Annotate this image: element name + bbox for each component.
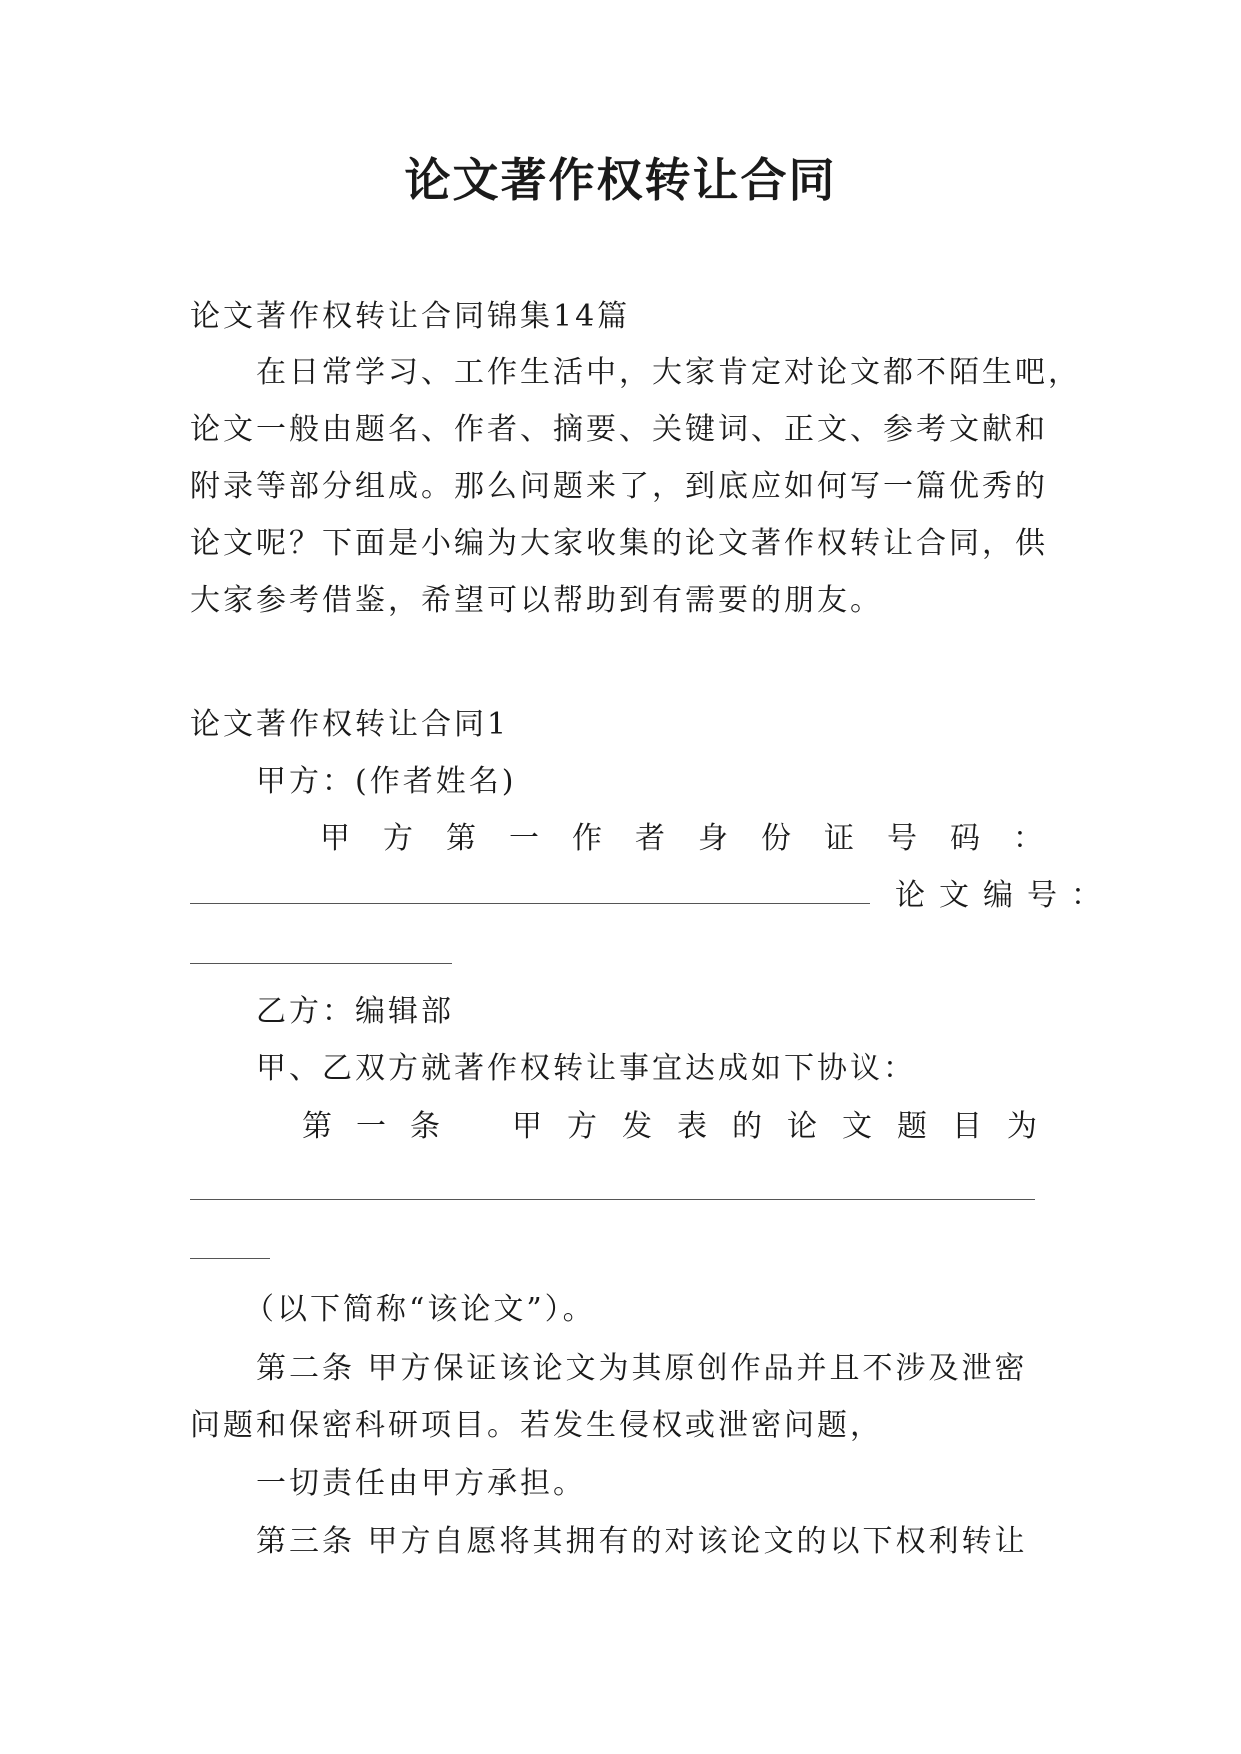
document-title: 论文著作权转让合同 [404,153,837,207]
contract-heading: 论文著作权转让合同1 [190,707,510,742]
paper-title-blank-2 [190,1258,270,1259]
article1-text: 甲方发表的论文题目为 [512,1109,1062,1144]
party-a-id-label: 甲方第一作者身份证号码： [320,821,1076,856]
collection-heading: 论文著作权转让合同锦集14篇 [190,299,631,334]
intro-line-1: 在日常学习、工作生活中，大家肯定对论文都不陌生吧， [256,355,1081,390]
article1-note: （以下简称“该论文”）。 [244,1292,596,1327]
intro-line-3: 附录等部分组成。那么问题来了，到底应如何写一篇优秀的 [190,469,1048,504]
intro-line-4: 论文呢？下面是小编为大家收集的论文著作权转让合同，供 [190,526,1048,561]
id-number-blank [190,903,870,904]
paper-title-blank-1 [190,1199,1035,1200]
party-a: 甲方：(作者姓名) [256,764,517,799]
article1-label: 第一条 [302,1109,464,1144]
article3-line-1: 第三条 甲方自愿将其拥有的对该论文的以下权利转让 [256,1524,1028,1559]
article2-line-3: 一切责任由甲方承担。 [256,1466,586,1501]
agreement-intro: 甲、乙双方就著作权转让事宜达成如下协议： [256,1051,916,1086]
article2-line-2: 问题和保密科研项目。若发生侵权或泄密问题， [190,1408,883,1443]
intro-line-5: 大家参考借鉴，希望可以帮助到有需要的朋友。 [190,583,883,618]
paper-number-label: 论文编号： [895,878,1115,913]
intro-line-2: 论文一般由题名、作者、摘要、关键词、正文、参考文献和 [190,412,1048,447]
paper-number-blank [190,963,452,964]
party-b: 乙方：编辑部 [256,994,454,1029]
article2-line-1: 第二条 甲方保证该论文为其原创作品并且不涉及泄密 [256,1351,1028,1386]
